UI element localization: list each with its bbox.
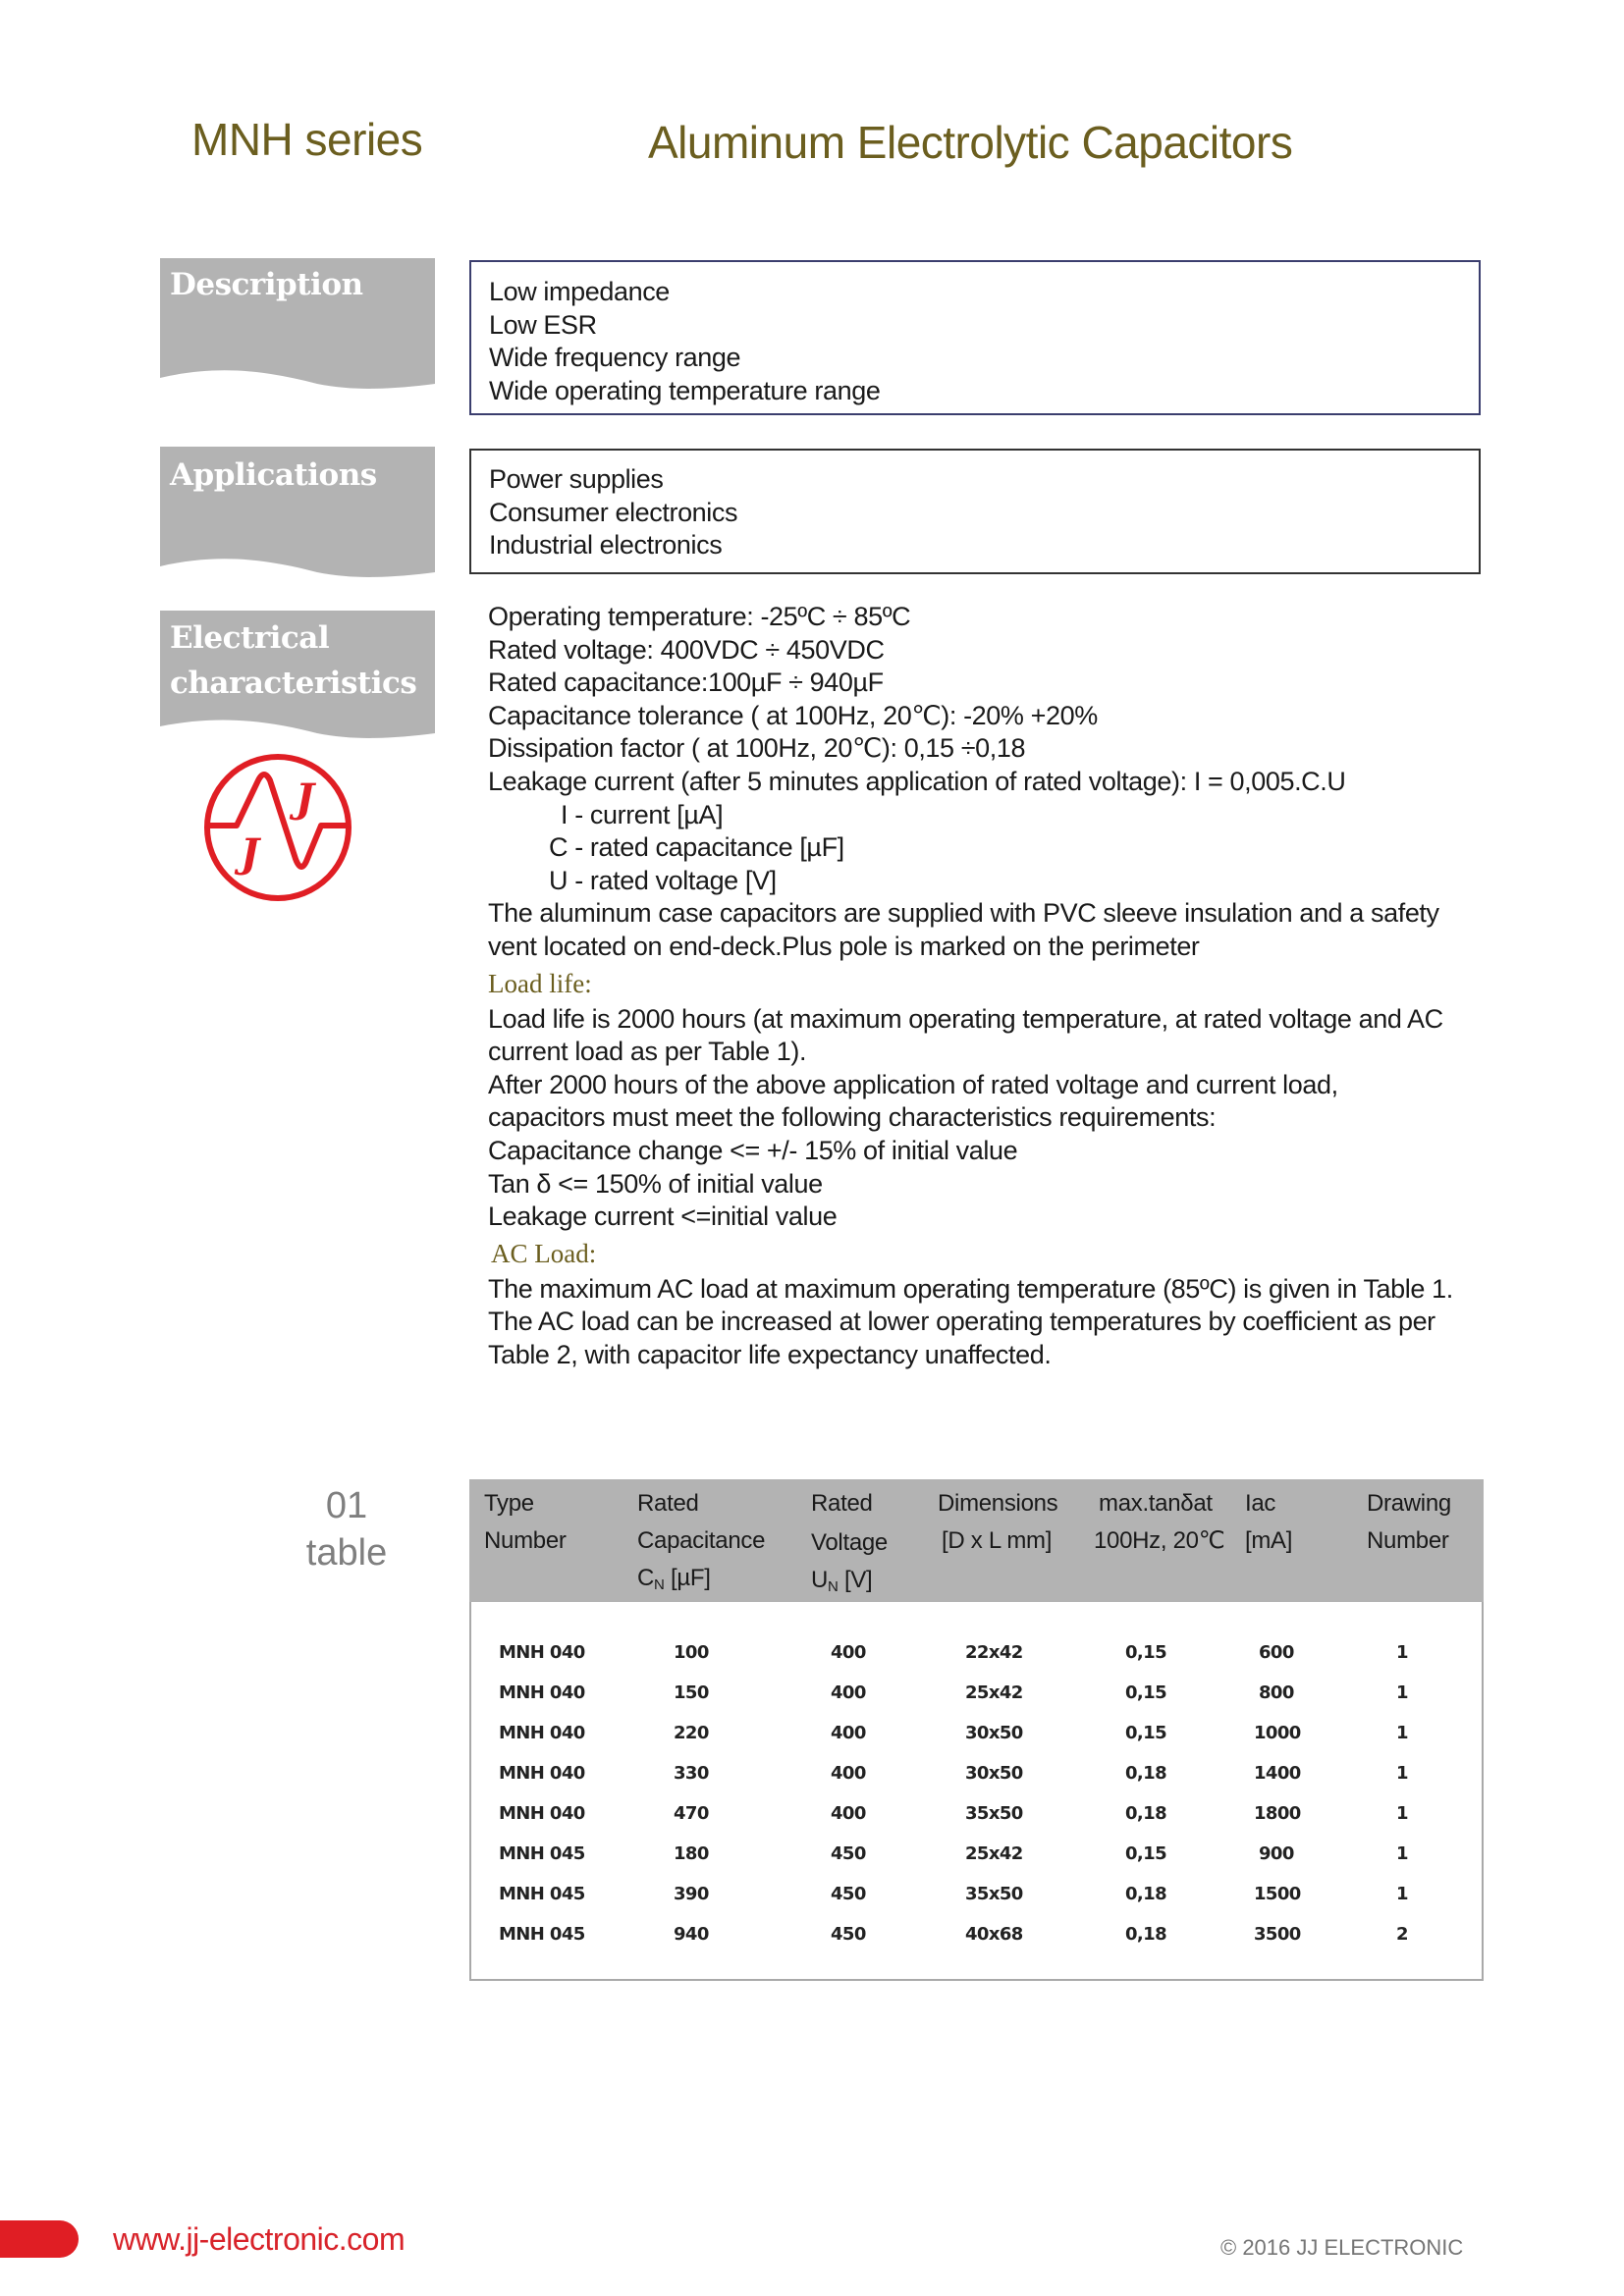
footer-red-bar [0,2220,79,2258]
table-number: 01 [325,1485,368,1526]
table-row: MNH 040 470 400 35x50 0,18 1800 1 [499,1803,1408,1824]
header-rated-voltage: Rated Voltage $U_N$ [V] [811,1490,888,1595]
product-title: Aluminum Electrolytic Capacitors [648,117,1293,168]
description-item: Low ESR [489,309,597,340]
table-row: MNH 045 180 450 25x42 0,15 900 1 [499,1843,1408,1864]
table-row: MNH 045 390 450 35x50 0,18 1500 1 [499,1884,1408,1904]
jj-logo-icon [201,751,354,904]
table-row: MNH 040 330 400 30x50 0,18 1400 1 [499,1763,1408,1784]
electrical-label-line1: Electrical [170,620,330,656]
application-item: Consumer electronics [489,497,738,527]
table-header [469,1479,1484,1602]
description-tab [160,258,435,391]
ac-load-heading: AC Load: [491,1238,597,1268]
ac-load-text: Table 2, with capacitor life expectancy unaffected. [488,1339,1052,1369]
capacitor-table [469,1479,1484,1981]
description-item: Wide frequency range [489,343,741,373]
load-life-text: Capacitance change <= +/- 15% of initial value [488,1135,1018,1165]
legend-current: I - current [µA] [561,799,724,829]
applications-label: Applications [170,457,377,493]
load-life-text: After 2000 hours of the above application of rated voltage and current load, [488,1069,1338,1099]
construction-text: The aluminum case capacitors are supplied with PVC sleeve insulation and a safety [488,898,1439,929]
electrical-tab [160,611,435,743]
spec-capacitance-tolerance: Capacitance tolerance ( at 100Hz, 20℃): -20% +20% [488,700,1098,730]
table-row: MNH 040 220 400 30x50 0,15 1000 1 [499,1723,1408,1743]
svg-text:J: J [296,775,314,822]
copyright: © 2016 JJ ELECTRONIC [1220,2235,1464,2260]
header-rated-capacitance: Rated Capacitance $C_N$ [µF] [637,1490,766,1593]
load-life-text: Load life is 2000 hours (at maximum operating temperature, at rated voltage and AC [488,1003,1443,1034]
spec-leakage-current: Leakage current (after 5 minutes application of rated voltage): I = 0,005.C.U [488,766,1346,796]
spec-operating-temperature: Operating temperature: -25ºC ÷ 85ºC [488,602,911,631]
table-row: MNH 040 100 400 22x42 0,15 600 1 [499,1642,1408,1663]
description-label: Description [170,267,363,302]
ac-load-text: The AC load can be increased at lower operating temperatures by coefficient as per [488,1307,1435,1337]
legend-voltage: U - rated voltage [V] [549,865,777,895]
website-link[interactable]: www.jj-electronic.com [113,2221,406,2257]
description-item: Low impedance [489,277,670,306]
electrical-characteristics-text [488,601,1529,1371]
legend-capacitance: C - rated capacitance [µF] [549,832,844,863]
header-max-tan-delta: max.tanδat 100Hz, 20℃ [1094,1490,1225,1554]
application-item: Power supplies [489,464,664,494]
header-dimensions: Dimensions [D x L mm] [938,1490,1058,1554]
series-title: MNH series [191,114,423,165]
spec-rated-voltage: Rated voltage: 400VDC ÷ 450VDC [488,634,885,665]
construction-text: vent located on end-deck.Plus pole is marked on the perimeter [488,931,1200,961]
applications-tab [160,447,435,579]
table-row: MNH 040 150 400 25x42 0,15 800 1 [499,1682,1408,1703]
spec-dissipation-factor: Dissipation factor ( at 100Hz, 20℃): 0,15 ÷0,18 [488,733,1026,764]
description-box [469,260,1481,415]
applications-box [469,449,1481,574]
table-row: MNH 045 940 450 40x68 0,18 3500 2 [499,1924,1408,1945]
electrical-label-line2: characteristics [170,666,417,701]
header-iac: Iac [mA] [1245,1490,1293,1554]
load-life-text: Tan δ <= 150% of initial value [488,1168,823,1199]
description-item: Wide operating temperature range [489,375,881,405]
header-drawing-number: Drawing Number [1367,1490,1451,1554]
load-life-text: Leakage current <=initial value [488,1201,838,1232]
table-word: table [305,1532,388,1574]
table-number-label [273,1482,420,1576]
svg-text:J: J [241,830,259,877]
header-type-number: Type Number [484,1490,567,1554]
ac-load-text: The maximum AC load at maximum operating temperature (85ºC) is given in Table 1. [488,1273,1453,1304]
load-life-text: capacitors must meet the following characteristics requirements: [488,1102,1217,1133]
load-life-heading: Load life: [488,968,592,998]
load-life-text: current load as per Table 1). [488,1037,807,1067]
application-item: Industrial electronics [489,530,723,561]
spec-rated-capacitance: Rated capacitance:100µF ÷ 940µF [488,667,884,698]
